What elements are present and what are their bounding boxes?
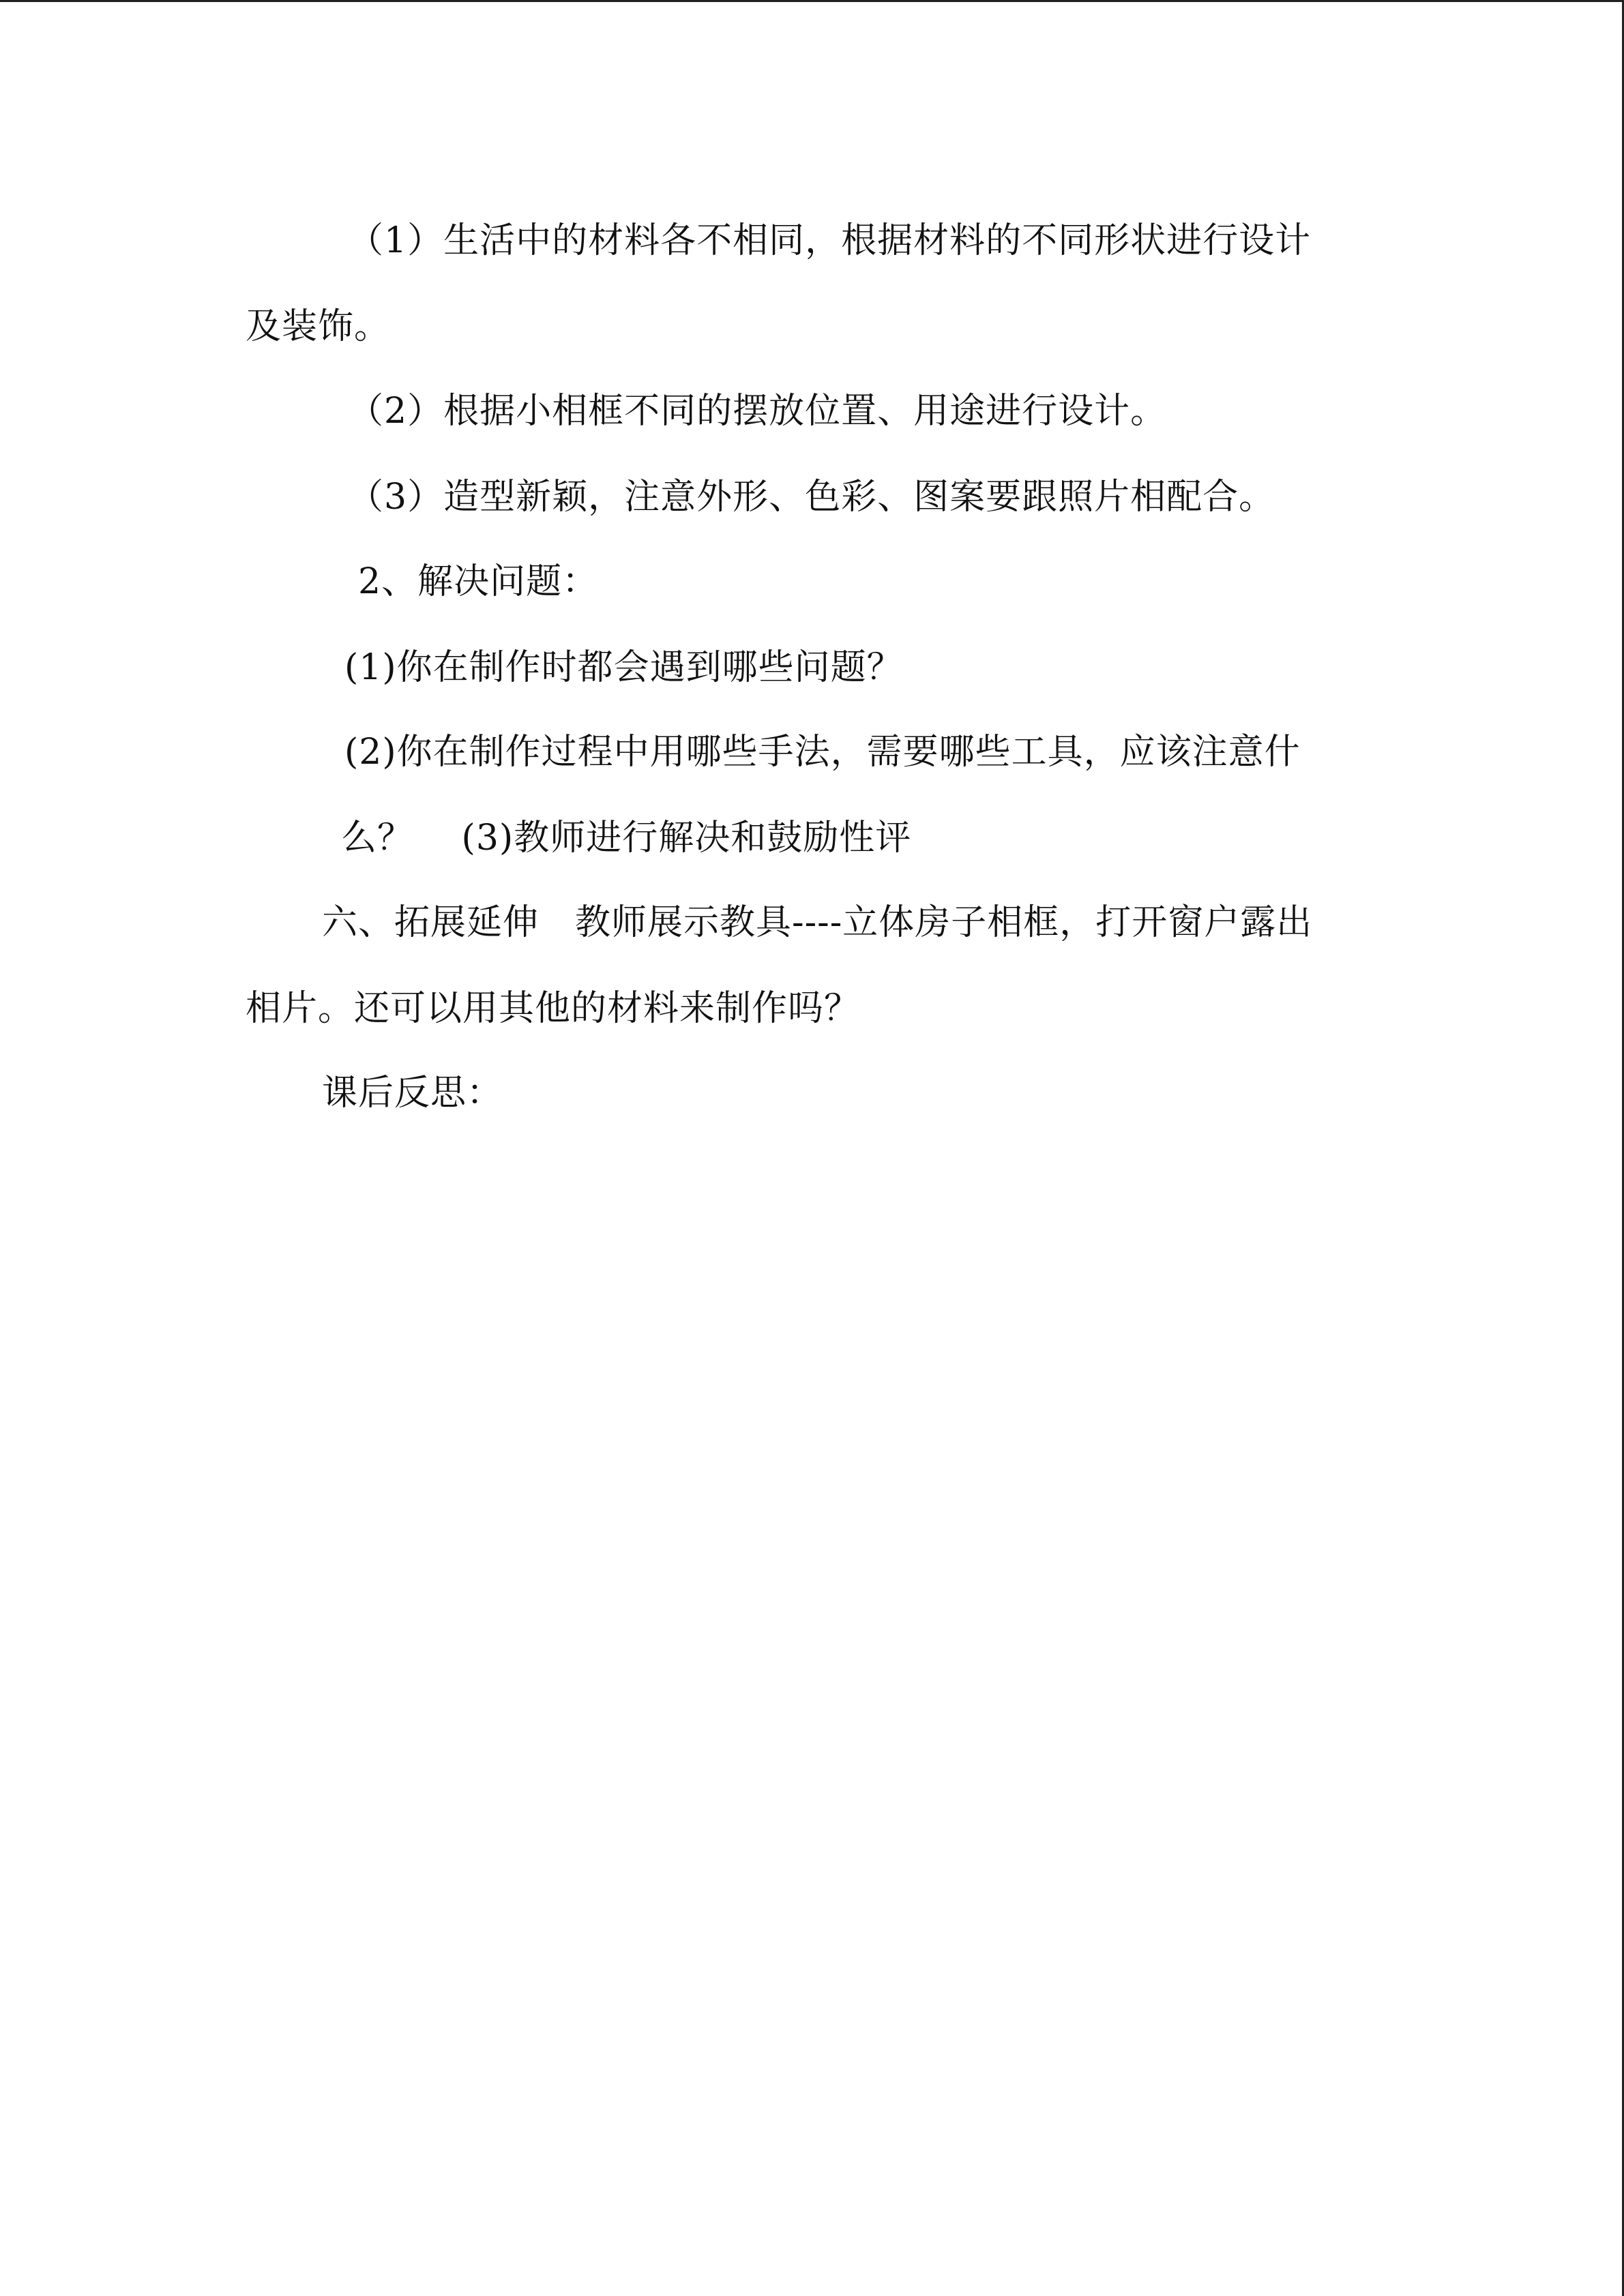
text-line-material-design: （1）生活中的材料各不相同，根据材料的不同形状进行设计 (348, 220, 1312, 261)
text-line-extension-cont: 相片。还可以用其他的材料来制作吗？ (246, 988, 861, 1029)
section-heading-extension: 六、拓展延伸 教师展示教具----立体房子相框，打开窗户露出 (322, 902, 1313, 943)
text-line-decoration: 及装饰。 (246, 306, 391, 347)
text-line-novel-shape: （3）造型新颖，注意外形、色彩、图案要跟照片相配合。 (348, 477, 1275, 518)
text-line-question-2-cont: 么？ (3)教师进行解决和鼓励性评 (341, 818, 912, 859)
text-line-question-1: (1)你在制作时都会遇到哪些问题？ (344, 647, 903, 688)
section-heading-solve-problems: 2、解决问题： (358, 561, 599, 602)
section-heading-reflection: 课后反思： (322, 1073, 503, 1114)
text-line-placement-design: （2）根据小相框不同的摆放位置、用途进行设计。 (348, 391, 1167, 432)
text-line-question-2: (2)你在制作过程中用哪些手法，需要哪些工具，应该注意什 (344, 732, 1301, 773)
